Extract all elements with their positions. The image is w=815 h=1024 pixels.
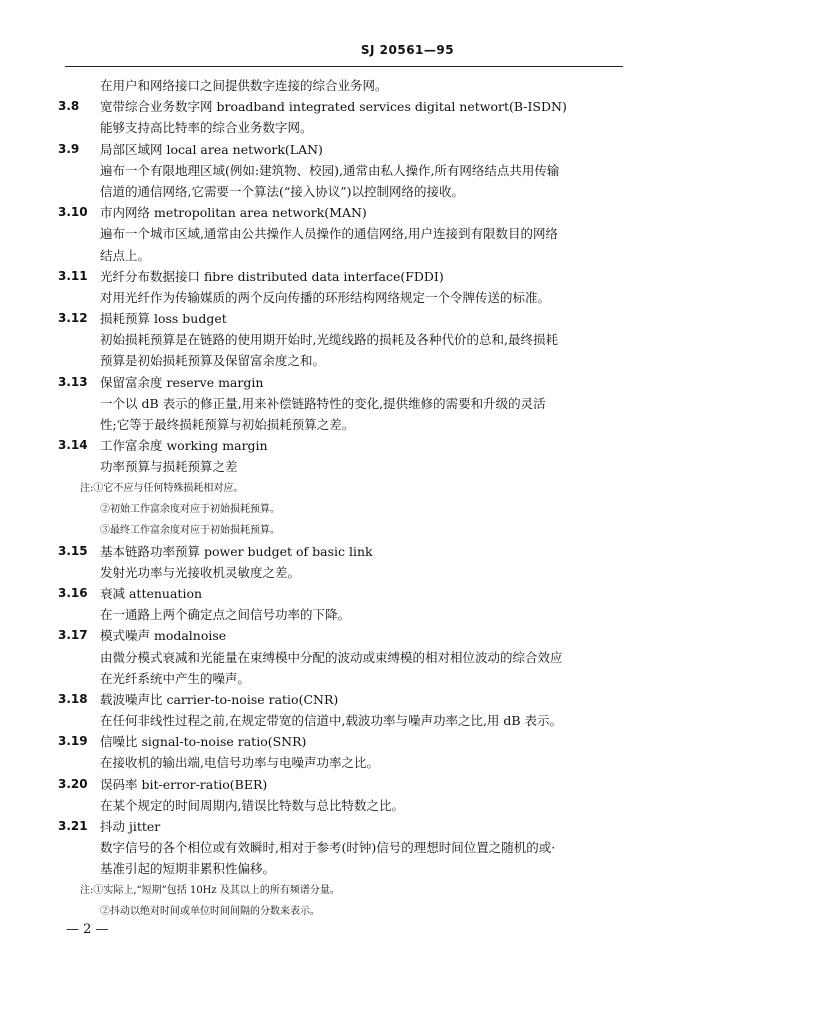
term-number: 3.8 xyxy=(58,99,80,114)
term-definition: 由微分模式衰减和光能量在束缚模中分配的波动或束缚模的相对相位波动的综合效应 xyxy=(100,649,563,665)
term-definition: 在任何非线性过程之前,在规定带宽的信道中,载波功率与噪声功率之比,用 dB 表示。 xyxy=(100,713,563,729)
term-definition: 性;它等于最终损耗预算与初始损耗预算之差。 xyxy=(100,417,355,432)
term-heading xyxy=(58,202,628,223)
term-title: 载波噪声比 carrier-to-noise ratio(CNR) xyxy=(100,691,339,707)
document-code-header: SJ 20561—95 xyxy=(360,43,455,57)
term-number: 3.11 xyxy=(58,268,88,283)
page-number: — 2 — xyxy=(66,922,109,937)
term-number: 3.16 xyxy=(58,585,88,600)
term-heading xyxy=(58,541,628,562)
term-title: 市内网络 metropolitan area network(MAN) xyxy=(100,205,367,221)
term-title: 信噪比 signal-to-noise ratio(SNR) xyxy=(100,734,307,750)
term-definition: 结点上。 xyxy=(100,247,151,263)
term-definition: 在接收机的输出端,电信号功率与电噪声功率之比。 xyxy=(100,755,379,771)
term-title: 衰减 attenuation xyxy=(100,585,203,601)
term-definition: 信道的通信网络,它需要一个算法(“接入协议”)以控制网络的接收。 xyxy=(100,183,465,199)
term-definition: 一个以 dB 表示的修正量,用来补偿链路特性的变化,提供维修的需要和升级的灵活 xyxy=(100,395,546,411)
term-heading xyxy=(58,96,628,117)
term-heading xyxy=(58,308,628,329)
term-title: 局部区域网 local area network(LAN) xyxy=(100,141,323,157)
term-title: 工作富余度 working margin xyxy=(100,438,268,454)
term-heading xyxy=(58,139,628,160)
term-title: 抖动 jitter xyxy=(100,819,161,834)
term-title: 光纤分布数据接口 fibre distributed data interface(FDDI) xyxy=(100,268,444,284)
term-definition: 遍布一个城市区域,通常由公共操作人员操作的通信网络,用户连接到有限数目的网络 xyxy=(100,226,558,242)
term-heading xyxy=(58,689,628,710)
term-definition: 遍布一个有限地理区域(例如:建筑物、校园),通常由私人操作,所有网络结点共用传输 xyxy=(100,162,560,178)
term-definition: 预算是初始损耗预算及保留富余度之和。 xyxy=(100,353,326,369)
term-title: 误码率 bit-error-ratio(BER) xyxy=(100,776,268,792)
term-number: 3.10 xyxy=(58,205,88,220)
term-title: 模式噪声 modalnoise xyxy=(100,628,227,644)
term-definition: 在某个规定的时间周期内,错误比特数与总比特数之比。 xyxy=(100,797,404,813)
term-title: 损耗预算 loss budget xyxy=(100,311,227,327)
term-definition: 能够支持高比特率的综合业务数字网。 xyxy=(100,120,313,136)
term-heading xyxy=(58,372,628,393)
term-note: 注:①实际上,“短期”包括 10Hz 及其以上的所有频谱分量。 xyxy=(80,884,340,896)
term-heading xyxy=(58,266,628,287)
term-heading xyxy=(58,435,628,456)
term-note: ②抖动以绝对时间或单位时间间隔的分数来表示。 xyxy=(100,905,320,917)
term-number: 3.9 xyxy=(58,141,80,156)
term-definition: 发射光功率与光接收机灵敏度之差。 xyxy=(100,564,301,580)
term-definition: 对用光纤作为传输媒质的两个反向传播的环形结构网络规定一个令牌传送的标准。 xyxy=(100,289,551,305)
term-title: 保留富余度 reserve margin xyxy=(100,374,264,390)
term-heading xyxy=(58,774,628,795)
term-definition: 初始损耗预算是在链路的使用期开始时,光缆线路的损耗及各种代价的总和,最终损耗 xyxy=(100,332,558,348)
term-number: 3.13 xyxy=(58,374,88,389)
term-heading xyxy=(58,731,628,752)
term-title: 宽带综合业务数字网 broadband integrated services digital networt(B-ISDN) xyxy=(100,99,567,115)
term-heading xyxy=(58,816,628,837)
term-title: 基本链路功率预算 power budget of basic link xyxy=(100,543,373,559)
term-definition: 数字信号的各个相位或有效瞬时,相对于参考(时钟)信号的理想时间位置之随机的或· xyxy=(100,840,556,856)
term-definition: 在光纤系统中产生的噪声。 xyxy=(100,670,251,686)
term-number: 3.19 xyxy=(58,734,88,749)
document-body xyxy=(58,75,628,922)
lead-text: 在用户和网络接口之间提供数字连接的综合业务网。 xyxy=(100,78,388,93)
term-number: 3.21 xyxy=(58,819,88,833)
term-number: 3.18 xyxy=(58,691,88,706)
term-number: 3.17 xyxy=(58,628,88,643)
term-note: ②初始工作富余度对应于初始损耗预算。 xyxy=(100,503,280,515)
term-number: 3.14 xyxy=(58,438,88,453)
term-number: 3.15 xyxy=(58,543,88,558)
term-note: ③最终工作富余度对应于初始损耗预算。 xyxy=(100,524,280,536)
term-definition: 在一通路上两个确定点之间信号功率的下降。 xyxy=(100,607,351,623)
term-note: 注:①它不应与任何特殊损耗相对应。 xyxy=(80,482,244,494)
term-number: 3.12 xyxy=(58,311,88,326)
term-heading xyxy=(58,583,628,604)
term-number: 3.20 xyxy=(58,776,88,791)
term-heading xyxy=(58,625,628,646)
term-definition: 基准引起的短期非累积性偏移。 xyxy=(100,861,276,877)
term-definition: 功率预算与损耗预算之差 xyxy=(100,459,238,475)
header-rule xyxy=(65,66,623,67)
